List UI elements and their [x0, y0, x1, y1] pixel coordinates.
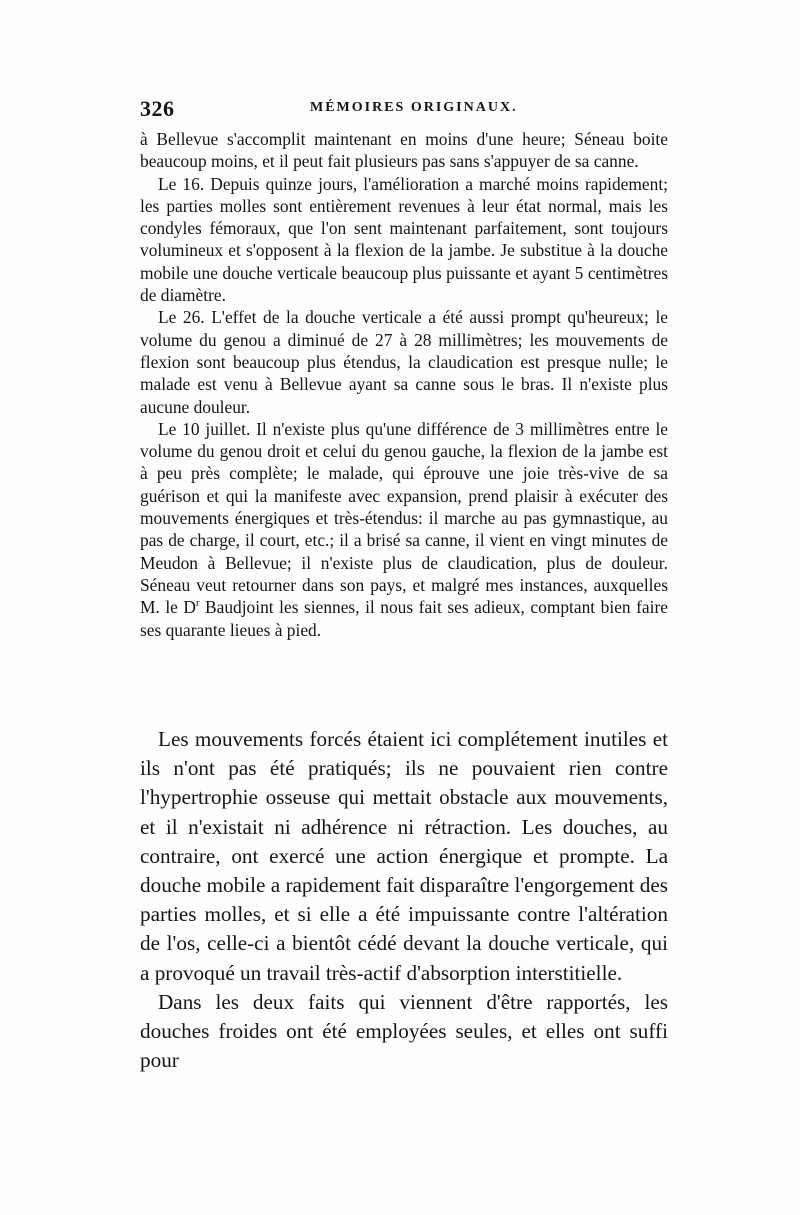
paragraph-le-10-juillet — [140, 418, 668, 641]
paragraph-continuation: à Bellevue s'accomplit maintenant en moins d'une heure; Séneau boite beaucoup moins, et il peut fait plusieurs pas sans s'appuyer de sa canne. — [140, 129, 668, 172]
page-number: 326 — [140, 96, 175, 121]
paragraph-le-26: Le 26. L'effet de la douche verticale a été aussi prompt qu'heureux; le volume du genou a diminué de 27 à 28 millimètres; les mouvements de flexion sont beaucoup plus étendus, la claudication est presque nulle; le malade est venu à Bellevue ayant sa canne sous le bras. Il n'existe plus aucune douleur. — [140, 307, 668, 417]
running-title: MÉMOIRES ORIGINAUX. — [310, 100, 518, 115]
paragraph-text-part: Le 10 juillet. Il n'existe plus qu'une différence de 3 millimètres entre le volume du genou droit et celui du genou gauche, la flexion de la jambe est à peu près complète; le malade, qui éprouve une joie très-vive de sa guérison et qui la manifeste avec expansion, prend plaisir à exécuter des mouvements énergiques et très-étendus: il marche au pas gymnastique, au pas de charge, il court, etc.; il a brisé sa canne, il vient en vingt minutes de Meudon à Bellevue; il n'existe plus de claudication, plus de douleur. Séneau veut retourner dans son pays, et malgré mes instances, auxquelles M. le D — [140, 418, 668, 618]
paragraph-le-16: Le 16. Depuis quinze jours, l'amélioration a marché moins rapidement; les parties molles sont entièrement revenues à leur état normal, mais les condyles fémoraux, que l'on sent maintenant parfaitement, sont toujours volumineux et s'opposent à la flexion de la jambe. Je substitue à la douche mobile une douche verticale beaucoup plus puissante et ayant 5 centimètres de diamètre. — [140, 173, 668, 306]
case-notes-text — [140, 128, 668, 641]
paragraph-commentary: Les mouvements forcés étaient ici complétement inutiles et ils n'ont pas été pratiqués; ils ne pouvaient rien contre l'hypertrophie osseuse qui mettait obstacle aux mouvements, et il n'existait ni adhérence ni rétraction. Les douches, au contraire, ont exercé une action énergique et prompte. La douche mobile a rapidement fait disparaître l'engorgement des parties molles, et si elle a été impuissante contre l'altération de l'os, celle-ci a bientôt cédé devant la douche verticale, qui a provoqué un travail très-actif d'absorption interstitielle. — [140, 727, 668, 985]
superscript-r: r — [196, 598, 200, 610]
commentary-text — [140, 725, 668, 1075]
paragraph-text-part: Baudjoint les siennes, il nous fait ses adieux, comptant bien faire ses quarante lieues à pied. — [140, 597, 668, 640]
running-header — [140, 96, 668, 124]
paragraph-deux-faits: Dans les deux faits qui viennent d'être rapportés, les douches froides ont été employées seules, et elles ont suffi pour — [140, 989, 668, 1073]
